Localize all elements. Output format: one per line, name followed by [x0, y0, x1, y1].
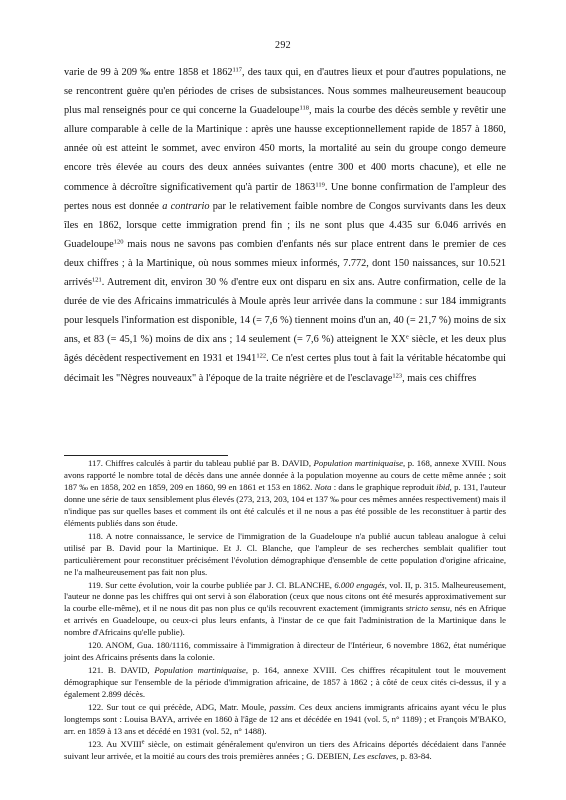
footnote-text: 122. Sur tout ce qui précède, ADG, Matr. Moule, — [88, 702, 270, 713]
footnote-121 — [64, 665, 506, 701]
footnote-ref-119[interactable]: 119 — [315, 181, 325, 189]
footnote-119 — [64, 580, 506, 640]
text-segment: . Une bonne confirmation de l'ampleur des pertes nous est donnée — [64, 181, 507, 212]
footnote-italic: 6.000 engagés — [334, 579, 385, 590]
footnote-text: , nés en Afrique et arrivés en Guadeloupe, ou ceux-ci plus leurs enfants, à l'instar de ce que fait l'administration de la Martinique dans le nombre d'Africains qu'elle publie). — [64, 603, 506, 638]
text-segment: , mais la courbe des décès semble y revêtir une allure comparable à celle de la Martinique : après une hausse exceptionnellement rapide de 1857 à 1860, année où est atteint le sommet, avec environ 450 morts, la mortalité au sein du groupe congo demeure encore très élevée au cours des deux années suivantes (entre 300 et 400 morts chacune), et elle ne commence à décroître significativement qu'à partir de 1863 — [64, 105, 507, 193]
text-segment: , mais ces chiffres — [402, 372, 477, 384]
footnote-ref-117[interactable]: 117 — [232, 66, 243, 74]
footnote-text: : dans le graphique reproduit — [331, 481, 437, 492]
main-text — [64, 63, 506, 388]
footnote-text: . Ces deux anciens immigrants africains ayant vécu le plus longtemps sont : Louisa BAYA, arrivée en 1860 à l'âge de 12 ans et décédée en 1941 (vol. 5, n° 1189) ; et François M'BAKO, arr. en 1859 à 13 ans et décédé en 1931 (vol. 52, n° 1488). — [64, 702, 506, 736]
footnote-text: 119. Sur cette évolution, voir la courbe publiée par J. Cl. BLANCHE, — [88, 579, 335, 590]
footnote-ref-123[interactable]: 123 — [392, 372, 403, 379]
footnote-italic: Les esclaves — [353, 750, 397, 761]
footnote-122 — [64, 702, 506, 738]
footnote-ref-118[interactable]: 118 — [299, 104, 309, 112]
footnote-separator — [64, 455, 228, 456]
footnote-text: 117. Chiffres calculés à partir du tableau publié par B. DAVID, — [88, 458, 314, 468]
footnote-italic: passim — [269, 702, 294, 713]
text-segment: varie de 99 à 209 ‰ entre 1858 et 1862 — [64, 67, 233, 78]
footnote-text: , p. 83-84. — [396, 750, 432, 761]
footnote-120 — [64, 640, 506, 664]
footnote-italic: Nota — [314, 481, 332, 492]
footnote-italic: Population martiniquaise — [313, 458, 403, 468]
century-superscript: e — [405, 333, 409, 341]
footnote-ref-121[interactable]: 121 — [92, 276, 102, 284]
footnotes — [64, 458, 506, 764]
footnote-italic: stricto sensu — [405, 603, 450, 614]
text-segment: . Autrement dit, environ 30 % d'entre eux ont disparu en six ans. Autre confirmation, celle de la durée de vie des Africains immatriculés à Moule après leur arrivée dans la commune : sur 184 immigrants pour lesquels l'information est disponible, 14 (= 7,6 %) tiennent moins d'un an, 40 (= 21,7 %) moins de six ans, et 83 (= 45,1 %) moins de dix ans ; 14 seulement (= 7,6 %) atteignent le XX — [64, 277, 506, 346]
footnote-text: 121. B. DAVID, — [88, 665, 155, 676]
text-segment: siècle, et les deux plus âgés décèdent respectivement en 1931 et 1941 — [64, 334, 506, 365]
text-segment: mais nous ne savons pas combien d'enfants nés sur place entrent dans le premier de ces deux chiffres ; à la Martinique, où nous sommes mieux informés, 7.772, dont 150 naissances, sur 10.521 arrivés — [64, 238, 506, 289]
footnote-text: 120. ANOM, Gua. 180/1116, commissaire à l'immigration à directeur de l'Intérieur, 6 novembre 1862, état numérique joint des Africains présents dans la colonie. — [64, 640, 506, 663]
century-superscript: e — [141, 738, 145, 746]
footnote-ref-120[interactable]: 120 — [113, 238, 124, 246]
italic-term: a contrario — [162, 200, 210, 212]
footnote-117 — [64, 458, 506, 530]
text-segment: . Ce n'est certes plus tout à fait la véritable hécatombe qui décimait les "Nègres nouveaux" à l'époque de la traite négrière et de l'esclavage — [64, 353, 506, 384]
footnote-text: , p. 168, annexe XVIII. Nous avons rapporté le nombre total de décès dans une année donnée à la population moyenne au cours de cette même année ; soit 187 ‰ en 1858, 202 en 1859, 209 en 1860, 99 en 1861 et 153 en 1862. — [64, 458, 506, 492]
footnote-text: , vol. II, p. 315. Malheureusement, l'auteur ne donne pas les chiffres qui ont servi à son élaboration (ceux que nous citons ont été mesurés approximativement sur la courbe elle-même), et il ne nous dit pas non plus ce qu'ils recouvrent exactement (immigrants — [64, 579, 507, 614]
footnote-text: 123. Au XVIII — [88, 738, 142, 749]
footnote-text: siècle, on estimait généralement qu'environ un tiers des Africains déportés décédaient dans l'année suivant leur arrivée, et la moitié au cours des trois premières années ; G. DEBIEN, — [64, 738, 506, 761]
footnote-text: , p. 131, l'auteur donne une série de taux sensiblement plus élevés (273, 213, 203, 104 et 137 ‰ pour ces mêmes années respectivement) mais il n'indique pas sur quelles bases et comment ils ont été calculés et il ne nous a pas été possible de les reconstituer à partir des éléments publiés dans son étude. — [64, 481, 506, 528]
page-number: 292 — [275, 40, 291, 51]
text-segment: par le relativement faible nombre de Congos survivants dans les deux îles en 1862, lorsque cette immigration prend fin ; ils ne sont plus que 4.435 sur 6.046 arrivés en Guadeloupe — [64, 200, 506, 250]
footnote-italic: Population martiniquaise — [154, 665, 246, 676]
text-segment: , des taux qui, en d'autres lieux et pour d'autres populations, ne se rencontrent guère qu'en périodes de crises de subsistances. Nous sommes malheureusement beaucoup plus mal renseignés pour ce qui concerne la Guadeloupe — [64, 67, 506, 117]
footnote-text: , p. 164, annexe XVIII. Ces chiffres récapitulent tout le mouvement démographique sur l'ensemble de la période d'immigration africaine, de 1857 à 1862 ; à côté de ceux cités ci-dessus, il y a également 2.899 décès. — [64, 665, 506, 700]
footnote-italic: ibid — [436, 481, 450, 492]
footnote-text: 118. A notre connaissance, le service de l'immigration de la Guadeloupe n'a publié aucun tableau analogue à celui utilisé par B. David pour la Martinique. Et J. Cl. Blanche, que l'ampleur de ses recherches semblait qualifier tout particulièrement pour reconstituer précisément l'évolution démographique d'ensemble de cette population d'origine africaine, ne l'a malheureusement pas fait non plus. — [64, 530, 506, 577]
footnote-123 — [64, 739, 506, 763]
footnote-ref-122[interactable]: 122 — [256, 352, 267, 360]
footnote-118 — [64, 531, 506, 579]
